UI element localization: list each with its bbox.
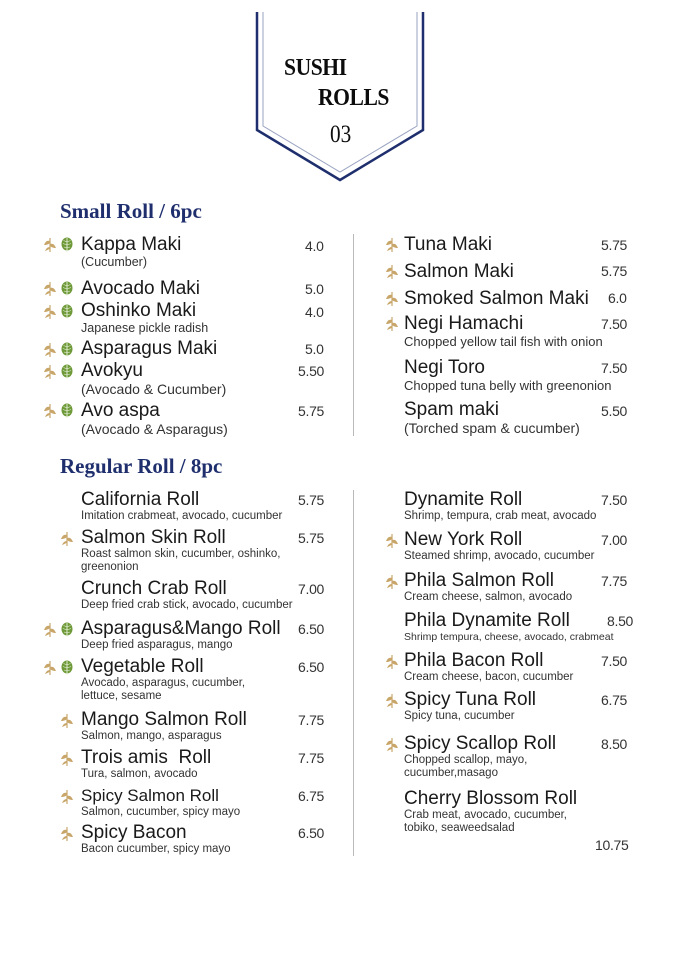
item-desc: Cream cheese, bacon, cucumber (404, 671, 574, 683)
leaf-green-icon (60, 364, 74, 380)
item-desc: Shrimp tempura, cheese, avocado, crabmeat (404, 631, 614, 643)
small-roll-divider (353, 234, 354, 436)
menu-item-new-york-roll (404, 529, 594, 563)
item-name: Tuna Maki (404, 234, 492, 255)
item-price: 4.0 (305, 304, 324, 320)
item-desc: Salmon, mango, asparagus (81, 730, 222, 742)
item-price: 5.75 (298, 403, 325, 419)
leaf-gold-icon (385, 693, 399, 709)
item-price: 7.75 (298, 750, 325, 766)
item-name: Kappa Maki (81, 234, 182, 255)
item-price: 5.0 (305, 281, 324, 297)
menu-item-kappa-maki (81, 234, 181, 269)
item-desc: Spicy tuna, cucumber (404, 710, 515, 722)
leaf-gold-icon (60, 826, 74, 842)
item-price: 7.50 (601, 360, 628, 376)
item-name: Smoked Salmon Maki (404, 288, 589, 309)
item-desc: Tura, salmon, avocado (81, 768, 198, 780)
menu-item-crunch-crab-roll (81, 578, 293, 612)
menu-item-mango-salmon-roll (81, 709, 247, 743)
leaf-gold-icon (43, 660, 57, 676)
leaf-green-icon (60, 622, 74, 638)
item-price: 6.0 (608, 290, 627, 306)
item-name: Avo aspa (81, 400, 160, 421)
leaf-gold-icon (43, 622, 57, 638)
item-price: 7.50 (601, 316, 628, 332)
item-price: 8.50 (601, 736, 628, 752)
item-name: Dynamite Roll (404, 489, 523, 510)
item-desc: (Cucumber) (81, 255, 147, 269)
leaf-gold-icon (385, 237, 399, 253)
leaf-green-icon (60, 304, 74, 320)
item-desc: Deep fried asparagus, mango (81, 639, 233, 651)
item-desc: Cream cheese, salmon, avocado (404, 591, 573, 603)
item-name: Negi Hamachi (404, 313, 524, 334)
item-name: Spam maki (404, 399, 500, 420)
item-desc: Deep fried crab stick, avocado, cucumber (81, 599, 293, 611)
item-price: 10.75 (595, 837, 629, 853)
regular-roll-heading: Regular Roll / 8pc (60, 454, 223, 478)
leaf-gold-icon (43, 403, 57, 419)
item-desc: Shrimp, tempura, crab meat, avocado (404, 510, 597, 522)
item-name: Oshinko Maki (81, 300, 197, 321)
menu-item-spicy-bacon (81, 822, 231, 856)
leaf-green-icon (60, 660, 74, 676)
leaf-gold-icon (385, 737, 399, 753)
item-name: Spicy Tuna Roll (404, 689, 537, 710)
menu-item-phila-salmon-roll (404, 570, 572, 604)
item-name: Avocado Maki (81, 278, 200, 299)
leaf-gold-icon (385, 264, 399, 280)
menu-item-cherry-blossom-roll (404, 788, 604, 835)
menu-item-avokyu (81, 360, 226, 397)
item-price: 5.75 (298, 492, 325, 508)
leaf-gold-icon (385, 654, 399, 670)
menu-item-smoked-salmon-maki (404, 288, 589, 309)
item-name: Trois amis Roll (81, 747, 212, 768)
item-desc: (Torched spam & cucumber) (404, 420, 580, 436)
item-name: California Roll (81, 489, 200, 510)
leaf-gold-icon (43, 281, 57, 297)
menu-item-spicy-salmon-roll (81, 785, 240, 819)
menu-item-california-roll (81, 489, 282, 523)
menu-item-vegetable-roll (81, 656, 281, 703)
menu-item-spicy-tuna-roll (404, 689, 536, 723)
item-price: 5.50 (601, 403, 628, 419)
item-price: 7.50 (601, 653, 628, 669)
menu-item-negi-toro (404, 357, 611, 393)
item-desc: (Avocado & Cucumber) (81, 381, 227, 397)
item-price: 7.75 (601, 573, 628, 589)
leaf-gold-icon (385, 533, 399, 549)
item-desc: Chopped scallop, mayo, cucumber,masago (404, 754, 528, 779)
small-roll-heading: Small Roll / 6pc (60, 199, 202, 223)
item-price: 7.00 (601, 532, 628, 548)
title-line-1: SUSHI (284, 55, 347, 81)
leaf-gold-icon (43, 304, 57, 320)
menu-item-negi-hamachi (404, 313, 603, 349)
item-desc: Imitation crabmeat, avocado, cucumber (81, 510, 283, 522)
item-name: Spicy Bacon (81, 822, 187, 843)
item-price: 6.50 (298, 659, 325, 675)
item-price: 7.50 (601, 492, 628, 508)
leaf-gold-icon (43, 364, 57, 380)
item-name: Salmon Skin Roll (81, 527, 226, 548)
item-price: 7.00 (298, 581, 325, 597)
leaf-gold-icon (60, 713, 74, 729)
menu-item-spicy-scallop-roll (404, 733, 564, 780)
menu-item-avo-aspa (81, 400, 228, 437)
leaf-gold-icon (60, 751, 74, 767)
menu-item-phila-dynamite-roll (404, 610, 614, 644)
item-price: 6.50 (298, 825, 325, 841)
regular-roll-divider (353, 490, 354, 856)
item-name: Spicy Salmon Roll (81, 786, 219, 805)
item-name: Phila Dynamite Roll (404, 610, 570, 631)
menu-item-spam-maki (404, 399, 580, 436)
item-name: Cherry Blossom Roll (404, 788, 578, 809)
title-line-2: ROLLS (318, 85, 389, 111)
page-number: 03 (330, 121, 352, 148)
menu-item-salmon-skin-roll (81, 527, 281, 574)
leaf-gold-icon (60, 531, 74, 547)
item-name: Mango Salmon Roll (81, 709, 247, 730)
item-price: 4.0 (305, 238, 324, 254)
leaf-gold-icon (60, 789, 74, 805)
leaf-green-icon (60, 403, 74, 419)
item-desc: Chopped yellow tail fish with onion (404, 334, 603, 349)
item-desc: Salmon, cucumber, spicy mayo (81, 806, 241, 818)
item-desc: Chopped tuna belly with greenonion (404, 378, 612, 393)
menu-item-trois-amis-roll (81, 747, 211, 781)
item-price: 8.50 (607, 613, 634, 629)
item-name: Avokyu (81, 360, 143, 381)
item-desc: Japanese pickle radish (81, 321, 209, 335)
leaf-gold-icon (43, 342, 57, 358)
menu-item-dynamite-roll (404, 489, 596, 523)
item-price: 6.75 (601, 692, 628, 708)
menu-item-asparagus-mango-roll (81, 618, 281, 652)
item-name: New York Roll (404, 529, 523, 550)
item-price: 6.75 (298, 788, 325, 804)
item-name: Salmon Maki (404, 261, 514, 282)
item-name: Vegetable Roll (81, 656, 204, 677)
item-name: Crunch Crab Roll (81, 578, 227, 599)
item-name: Asparagus&Mango Roll (81, 618, 281, 639)
item-price: 6.50 (298, 621, 325, 637)
menu-item-asparagus-maki (81, 338, 217, 359)
item-name: Phila Salmon Roll (404, 570, 554, 591)
item-price: 5.75 (298, 530, 325, 546)
item-price: 5.75 (601, 263, 628, 279)
menu-item-phila-bacon-roll (404, 650, 573, 684)
item-name: Negi Toro (404, 357, 485, 378)
item-name: Asparagus Maki (81, 338, 218, 359)
item-price: 5.50 (298, 363, 325, 379)
item-desc: Bacon cucumber, spicy mayo (81, 843, 231, 855)
menu-item-salmon-maki (404, 261, 514, 282)
item-name: Spicy Scallop Roll (404, 733, 557, 754)
leaf-gold-icon (385, 291, 399, 307)
leaf-green-icon (60, 281, 74, 297)
menu-item-oshinko-maki (81, 300, 208, 335)
item-price: 5.75 (601, 237, 628, 253)
item-price: 5.0 (305, 341, 324, 357)
leaf-gold-icon (385, 574, 399, 590)
item-desc: Avocado, asparagus, cucumber, lettuce, sesame (81, 677, 246, 702)
menu-item-avocado-maki (81, 278, 200, 299)
leaf-gold-icon (385, 316, 399, 332)
leaf-gold-icon (43, 237, 57, 253)
item-desc: Steamed shrimp, avocado, cucumber (404, 550, 595, 562)
item-name: Phila Bacon Roll (404, 650, 544, 671)
item-desc: Crab meat, avocado, cucumber, tobiko, seaweedsalad (404, 809, 567, 834)
item-desc: Roast salmon skin, cucumber, oshinko, greenonion (81, 548, 281, 573)
item-price: 7.75 (298, 712, 325, 728)
leaf-green-icon (60, 342, 74, 358)
item-desc: (Avocado & Asparagus) (81, 421, 228, 437)
menu-item-tuna-maki (404, 234, 492, 255)
leaf-green-icon (60, 237, 74, 253)
